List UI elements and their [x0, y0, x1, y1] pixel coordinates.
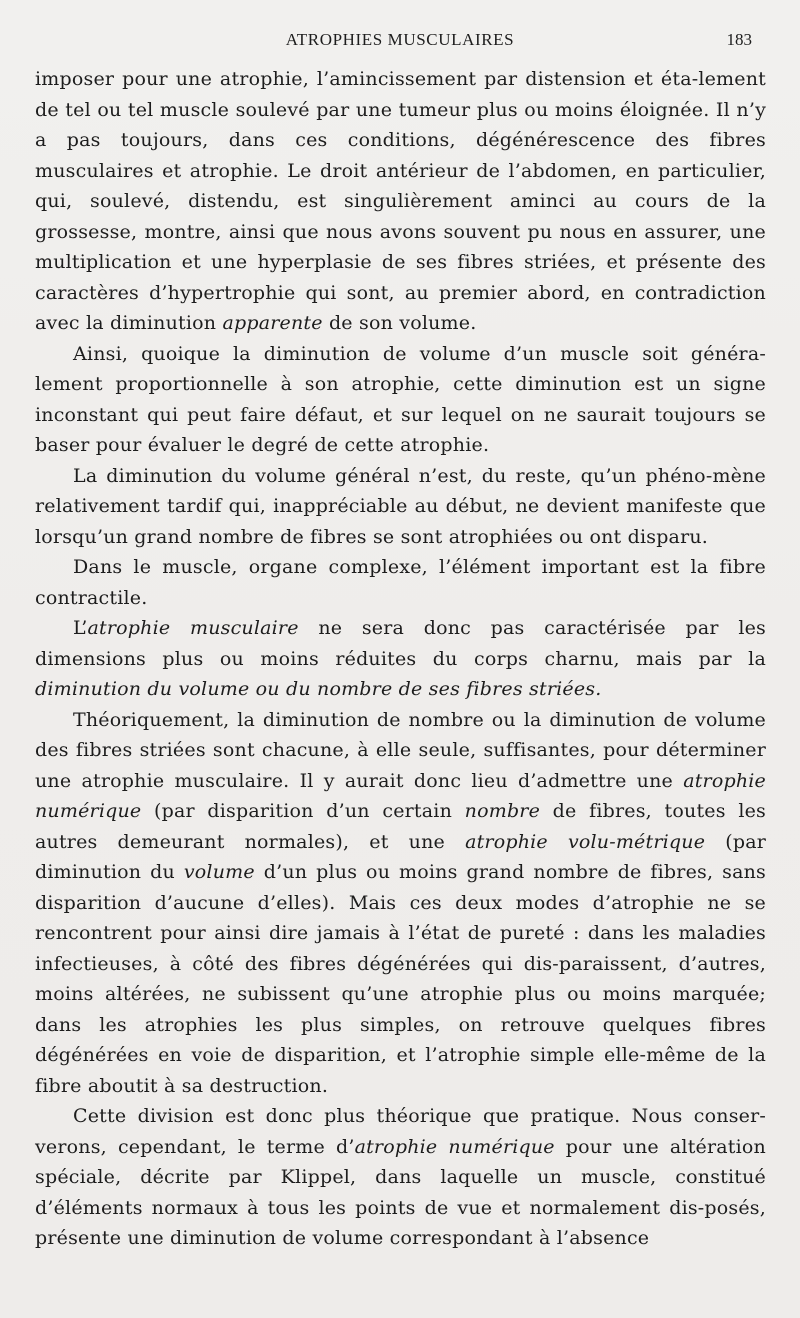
running-title: ATROPHIES MUSCULAIRES	[285, 30, 515, 49]
text-run: de fibres, toutes les autres demeurant normales), et une	[35, 800, 766, 853]
paragraph	[35, 1101, 766, 1254]
text-run: ne sera donc pas caractérisée par les dimensions plus ou moins réduites du corps charnu, mais par la	[35, 617, 766, 670]
italic-text: nombre	[464, 800, 541, 822]
text-run: Théoriquement, la diminution de nombre ou la diminution de volume des fibres striées sont chacune, à elle seule, suffisantes, pour déterminer une atrophie musculaire. Il y aurait donc lieu d’admettre une	[35, 708, 766, 792]
page-number: 183	[726, 30, 752, 49]
text-run: pour une altération spéciale, décrite par Klippel, dans laquelle un muscle, constitué d’éléments normaux à tous les points de vue et normalement dis-posés, présente une diminution de volume correspondant à l’absence	[35, 1135, 766, 1249]
running-head	[0, 30, 800, 54]
text-run: Ainsi, quoique la diminution de volume d’un muscle soit généra-lement proportionnelle à son atrophie, cette diminution est un signe inconstant qui peut faire défaut, et sur lequel on ne saurait toujours se baser pour évaluer le degré de cette atrophie.	[35, 342, 766, 456]
paragraph	[35, 461, 766, 553]
text-run: d’un plus ou moins grand nombre de fibres, sans disparition d’aucune d’elles). Mais ces deux modes d’atrophie ne se rencontrent pour ainsi dire jamais à l’état de pureté : dans les maladies infectieuses, à côté des fibres dégénérées qui dis-paraissent, d’autres, moins altérées, ne subissent qu’une atrophie plus ou moins marquée; dans les atrophies les plus simples, on retrouve quelques fibres dégénérées en voie de disparition, et l’atrophie simple elle-même de la fibre aboutit à sa destruction.	[35, 861, 766, 1097]
text-run: (par disparition d’un certain	[141, 800, 465, 822]
italic-text: atrophie volu-métrique	[465, 830, 706, 853]
text-run: imposer pour une atrophie, l’amincissement par distension et éta-lement de tel ou tel muscle soulevé par une tumeur plus ou moins éloignée. Il n’y a pas toujours, dans ces conditions, dégénérescence des fibres musculaires et atrophie. Le droit antérieur de l’abdomen, en particulier, qui, soulevé, distendu, est singulièrement aminci au cours de la grossesse, montre, ainsi que nous avons souvent pu nous en assurer, une multiplication et une hyperplasie de ses fibres striées, et présente des caractères d’hypertrophie qui sont, au premier abord, en contradiction avec la diminution	[35, 68, 766, 334]
text-run: Cette division est donc plus théorique que pratique. Nous conser-verons, cependant, le terme d’	[35, 1105, 766, 1158]
italic-text: diminution du volume ou du nombre de ses fibres striées.	[35, 678, 602, 700]
italic-text: apparente	[222, 312, 323, 334]
text-run: L’	[73, 617, 88, 639]
paragraph	[35, 339, 766, 461]
paragraph	[35, 613, 766, 705]
paragraph	[35, 552, 766, 613]
italic-text: atrophie numérique	[354, 1135, 555, 1158]
text-run: Dans le muscle, organe complexe, l’élément important est la fibre contractile.	[35, 556, 766, 609]
text-run: (par diminution du	[35, 830, 767, 883]
paragraph	[35, 64, 766, 339]
text-run: de son volume.	[322, 312, 477, 334]
body-text	[35, 64, 766, 1254]
text-run: La diminution du volume général n’est, du reste, qu’un phéno-mène relativement tardif qui, inappréciable au début, ne devient manifeste que lorsqu’un grand nombre de fibres se sont atrophiées ou ont disparu.	[35, 464, 766, 548]
italic-text: atrophie musculaire	[87, 617, 299, 639]
italic-text: atrophie numérique	[35, 769, 766, 822]
paragraph	[35, 705, 766, 1102]
italic-text: volume	[183, 861, 255, 883]
